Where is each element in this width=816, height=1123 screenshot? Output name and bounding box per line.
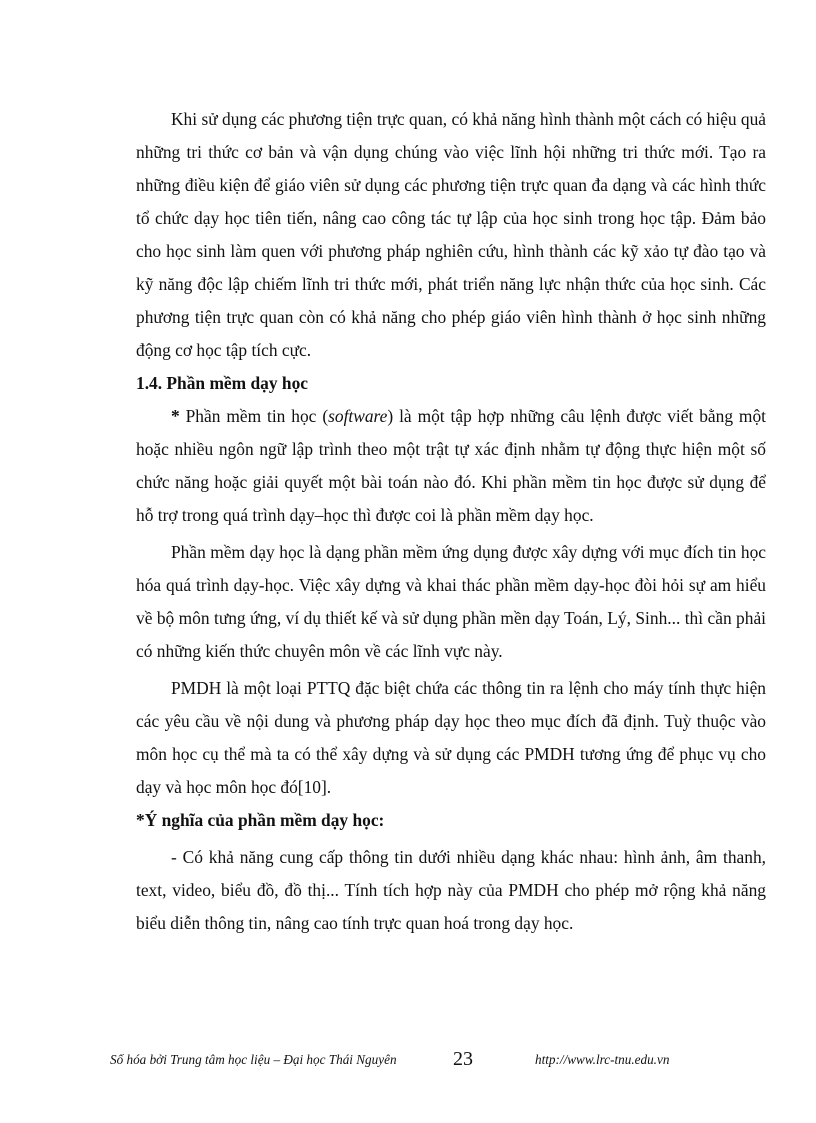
footer-url: http://www.lrc-tnu.edu.vn (535, 1052, 670, 1067)
text-segment: ) là một tập hợp những câu lệnh được viết bằng một hoặc nhiều ngôn ngữ lập trình theo một trật tự xác định nhằm tự động thực hiện một số chức năng hoặc giải quyết một bài toán nào đó. Khi phần mềm tin học được sử dụng để hỗ trợ trong quá trình dạy–học thì được coi là phần mềm dạy học. (136, 406, 766, 525)
italic-term: software (328, 406, 388, 426)
page-number: 23 (453, 1048, 473, 1070)
paragraph-software-definition (136, 400, 766, 532)
paragraph-visual-aids: Khi sử dụng các phương tiện trực quan, có khả năng hình thành một cách có hiệu quả những tri thức cơ bản và vận dụng chúng vào việc lĩnh hội những tri thức mới. Tạo ra những điều kiện để giáo viên sử dụng các phương tiện trực quan đa dạng và các hình thức tổ chức dạy học tiên tiến, nâng cao công tác tự lập của học sinh trong học tập. Đảm bảo cho học sinh làm quen với phương pháp nghiên cứu, hình thành các kỹ xảo tự đào tạo và kỹ năng độc lập chiếm lĩnh tri thức mới, phát triển năng lực nhận thức của học sinh. Các phương tiện trực quan còn có khả năng cho phép giáo viên hình thành ở học sinh những động cơ học tập tích cực. (136, 109, 766, 360)
bullet-star: * (171, 406, 180, 426)
paragraph-teaching-software: Phần mềm dạy học là dạng phần mềm ứng dụng được xây dựng với mục đích tin học hóa quá trình dạy-học. Việc xây dựng và khai thác phần mềm dạy-học đòi hỏi sự am hiểu về bộ môn tưng ứng, ví dụ thiết kế và sử dụng phần mền dạy Toán, Lý, Sinh... thì cần phải có những kiến thức chuyên môn về các lĩnh vực này. (136, 542, 766, 661)
paragraph-meaning-item: - Có khả năng cung cấp thông tin dưới nhiều dạng khác nhau: hình ảnh, âm thanh, text, video, biểu đồ, đồ thị... Tính tích hợp này của PMDH cho phép mở rộng khả năng biểu diễn thông tin, nâng cao tính trực quan hoá trong dạy học. (136, 847, 766, 933)
text-segment: Phần mềm tin học ( (179, 406, 329, 426)
footer-source: Số hóa bởi Trung tâm học liệu – Đại học Thái Nguyên (110, 1052, 397, 1067)
page-footer (110, 1050, 710, 1074)
section-heading-meaning: *Ý nghĩa của phần mềm dạy học: (136, 810, 385, 830)
document-body (136, 103, 766, 940)
section-heading-1-4: 1.4. Phần mềm dạy học (136, 373, 308, 393)
paragraph-pmdh: PMDH là một loại PTTQ đặc biệt chứa các thông tin ra lệnh cho máy tính thực hiện các yêu cầu về nội dung và phương pháp dạy học theo mục đích đã định. Tuỳ thuộc vào môn học cụ thể mà ta có thể xây dựng và sử dụng các PMDH tương ứng để phục vụ cho dạy và học môn học đó[10]. (136, 678, 766, 797)
